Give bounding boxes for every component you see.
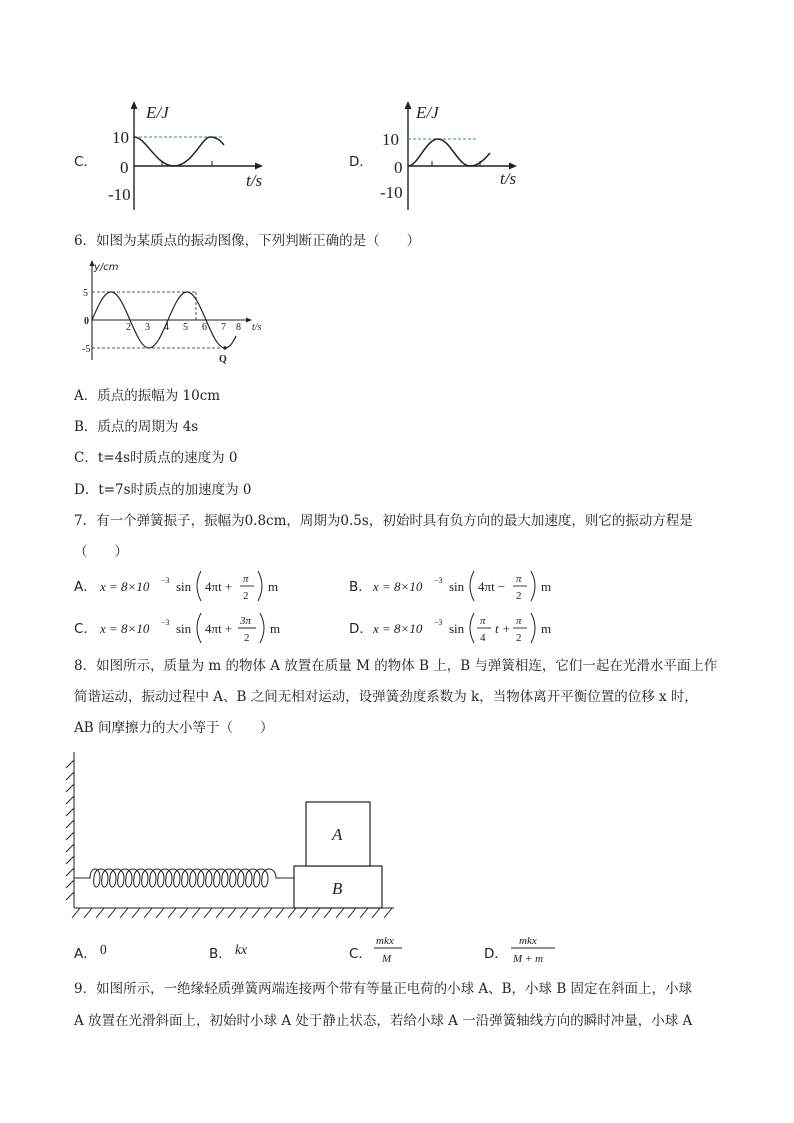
c-tick-10: 10: [112, 128, 129, 147]
q5-option-d-graph: [376, 98, 566, 216]
svg-text:x = 8×10: x = 8×10: [100, 621, 150, 636]
q6-tick-3: 3: [145, 322, 150, 333]
q6-option-c: C．t=4s时质点的速度为 0: [74, 450, 238, 466]
q8-option-a-value: 0: [100, 942, 107, 957]
q7-option-d: [349, 608, 579, 646]
q8-option-c-letter: C．: [349, 946, 372, 962]
q8-option-b-value: kx: [235, 942, 247, 957]
d-tick-minus10: -10: [380, 183, 403, 202]
svg-text:π: π: [480, 615, 486, 627]
svg-text:sin: sin: [176, 579, 192, 594]
c-axis-y-label: E/J: [146, 103, 169, 122]
q6-point-q: Q: [219, 354, 227, 364]
q6-x-label: t/s: [252, 322, 262, 333]
svg-text:−3: −3: [434, 618, 443, 627]
svg-text:m: m: [268, 579, 279, 594]
svg-text:m: m: [270, 621, 281, 636]
q6-stem: 6．如图为某质点的振动图像，下列判断正确的是（ ）: [74, 233, 421, 249]
svg-text:π: π: [243, 573, 249, 585]
svg-text:2: 2: [243, 590, 249, 602]
svg-text:2: 2: [516, 632, 522, 644]
q8-spring-block-diagram: [62, 744, 402, 924]
q6-tick-2: 2: [126, 322, 131, 333]
svg-text:4πt +: 4πt +: [205, 621, 233, 636]
svg-text:π: π: [516, 615, 522, 627]
q6-y-label: y/cm: [94, 262, 119, 273]
q7-option-a: [74, 566, 304, 604]
svg-text:sin: sin: [449, 579, 465, 594]
q8-option-a-letter: A．: [74, 946, 97, 962]
q6-y-neg: -5: [82, 344, 91, 355]
q6-tick-6: 6: [202, 322, 207, 333]
q9-stem-line1: 9．如图所示，一绝缘轻质弹簧两端连接两个带有等量正电荷的小球 A、B，小球 B 固定在斜面上，小球: [74, 981, 693, 997]
svg-text:C．: C．: [74, 621, 97, 637]
q5-option-c-graph: [100, 98, 290, 216]
svg-text:sin: sin: [449, 621, 465, 636]
q7-stem-line2: （ ）: [74, 544, 128, 560]
svg-text:M + m: M + m: [513, 953, 544, 965]
svg-text:x = 8×10: x = 8×10: [100, 579, 150, 594]
svg-text:π: π: [516, 573, 522, 585]
c-tick-minus10: -10: [108, 185, 131, 204]
block-b-label: B: [332, 879, 343, 898]
q8-option-c-fraction: [372, 932, 412, 968]
q6-tick-8: 8: [236, 322, 241, 333]
svg-text:4: 4: [480, 632, 486, 644]
q8-option-d-letter: D．: [484, 946, 508, 962]
d-tick-10: 10: [382, 130, 399, 149]
svg-text:m: m: [541, 621, 552, 636]
d-axis-x-label: t/s: [500, 169, 517, 188]
d-tick-0: 0: [394, 158, 403, 177]
svg-text:m: m: [541, 579, 552, 594]
q7-option-b: [349, 566, 579, 604]
svg-text:A．: A．: [74, 579, 97, 595]
q8-stem-line1: 8．如图所示，质量为 m 的物体 A 放置在质量 M 的物体 B 上，B 与弹簧相连，它们一起在光滑水平面上作: [74, 658, 718, 674]
svg-text:t +: t +: [495, 621, 511, 636]
svg-text:2: 2: [516, 590, 522, 602]
svg-text:3π: 3π: [240, 615, 252, 627]
q6-origin: 0: [84, 316, 89, 327]
block-a-label: A: [332, 825, 343, 844]
svg-text:4πt +: 4πt +: [205, 579, 233, 594]
q8-option-b-letter: B．: [209, 946, 232, 962]
q5-option-d-letter: D．: [349, 154, 373, 170]
q6-option-b: B．质点的周期为 4s: [74, 419, 199, 435]
svg-text:2: 2: [244, 632, 250, 644]
q7-option-c: [74, 608, 304, 646]
q5-option-c-letter: C．: [74, 154, 97, 170]
q8-stem-line3: AB 间摩擦力的大小等于（ ）: [74, 720, 274, 736]
c-tick-0: 0: [120, 158, 129, 177]
q8-stem-line2: 简谐运动，振动过程中 A、B 之间无相对运动，设弹簧劲度系数为 k，当物体离开平衡位置的位移 x 时，: [74, 689, 698, 705]
q6-option-a: A．质点的振幅为 10cm: [74, 388, 221, 404]
q6-vibration-graph: [80, 256, 270, 364]
q9-stem-line2: A 放置在光滑斜面上，初始时小球 A 处于静止状态，若给小球 A 一沿弹簧轴线方向的瞬时冲量，小球 A: [74, 1013, 693, 1029]
q6-y-pos: 5: [83, 288, 88, 299]
q6-tick-5: 5: [183, 322, 188, 333]
svg-text:mkx: mkx: [376, 935, 394, 947]
svg-text:−3: −3: [434, 576, 443, 585]
svg-text:M: M: [382, 953, 392, 965]
svg-text:−3: −3: [161, 618, 170, 627]
svg-text:4πt −: 4πt −: [478, 579, 506, 594]
d-axis-y-label: E/J: [416, 103, 439, 122]
svg-text:mkx: mkx: [519, 935, 537, 947]
svg-text:D．: D．: [349, 621, 373, 637]
svg-text:−3: −3: [161, 576, 170, 585]
svg-text:x = 8×10: x = 8×10: [373, 621, 423, 636]
q6-option-d: D．t=7s时质点的加速度为 0: [74, 482, 252, 498]
q8-option-d-fraction: [509, 932, 569, 968]
svg-text:x = 8×10: x = 8×10: [373, 579, 423, 594]
q6-tick-7: 7: [221, 322, 226, 333]
svg-text:B．: B．: [349, 579, 372, 595]
q6-tick-4: 4: [164, 322, 169, 333]
svg-text:sin: sin: [176, 621, 192, 636]
q7-stem-line1: 7．有一个弹簧振子，振幅为0.8cm，周期为0.5s，初始时具有负方向的最大加速度，则它的振动方程是: [74, 513, 693, 529]
c-axis-x-label: t/s: [246, 171, 263, 190]
